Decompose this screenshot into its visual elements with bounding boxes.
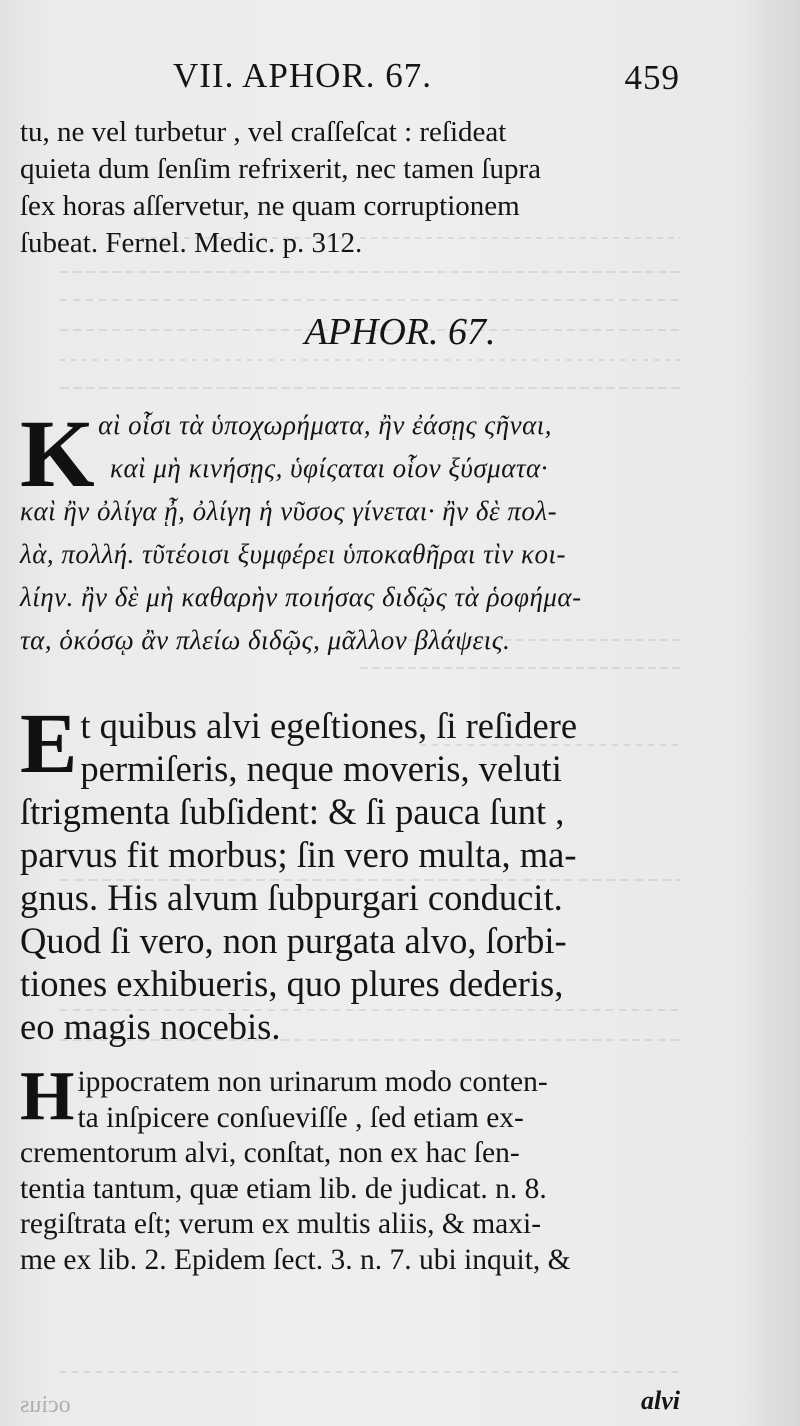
commentary-line: tentia tantum, quæ etiam lib. de judicat. n. 8. bbox=[20, 1172, 547, 1205]
latin-translation bbox=[20, 695, 680, 1052]
translation-line: ſtrigmenta ſubſident: & ſi pauca ſunt , bbox=[20, 791, 565, 832]
greek-line: λὰ, πολλή. τῦτέοισι ξυμφέρει ὑποκαθῆραι τὶν κοι- bbox=[20, 539, 566, 569]
translation-line: eo magis nocebis. bbox=[20, 1006, 281, 1047]
greek-line: καὶ μὴ κινήσῃς, ὑφίςαται οἷον ξύσματα· bbox=[110, 453, 548, 483]
commentary-line: ta inſpicere conſueviſſe , ſed etiam ex- bbox=[77, 1101, 524, 1134]
running-header bbox=[118, 52, 680, 108]
translation-line: parvus fit morbus; ſin vero multa, ma- bbox=[20, 834, 577, 875]
section-heading: VII. APHOR. 67. bbox=[173, 56, 433, 95]
text-line: ſubeat. Fernel. Medic. p. 312. bbox=[20, 227, 363, 259]
translation-line: t quibus alvi egeſtiones, ſi reſidere bbox=[80, 705, 578, 746]
translation-line: gnus. His alvum ſubpurgari conducit. bbox=[20, 877, 563, 918]
greek-drop-cap: K bbox=[20, 400, 96, 507]
commentary-line: regiſtrata eſt; verum ex multis aliis, & maxi- bbox=[20, 1208, 542, 1240]
bleed-through-text: ocius bbox=[20, 1392, 71, 1418]
commentary-line: me ex lib. 2. Epidem ſect. 3. n. 7. ubi inquit, & bbox=[20, 1243, 571, 1276]
greek-aphorism bbox=[20, 400, 680, 670]
text-line: tu, ne vel turbetur , vel craſſeſcat : reſideat bbox=[20, 116, 507, 148]
continued-paragraph bbox=[20, 118, 680, 266]
greek-line: λίην. ἢν δὲ μὴ καθαρὴν ποιήσας διδῷς τὰ ῥοφήμα- bbox=[20, 582, 582, 612]
commentary-line: ippocratem non urinarum modo conten- bbox=[77, 1066, 548, 1098]
commentary bbox=[20, 1058, 680, 1281]
translation-line: tiones exhibueris, quo plures dederis, bbox=[20, 963, 564, 1004]
text-line: quieta dum ſenſim refrixerit, nec tamen ſupra bbox=[20, 153, 541, 185]
translation-line: Quod ſi vero, non purgata alvo, ſorbi- bbox=[20, 920, 567, 961]
text-line: ſex horas aſſervetur, ne quam corruptionem bbox=[20, 190, 520, 222]
commentary-line: crementorum alvi, conſtat, non ex hac ſen- bbox=[20, 1137, 520, 1169]
translation-line: permiſeris, neque moveris, veluti bbox=[80, 748, 562, 789]
greek-line: αὶ οἷσι τὰ ὑποχωρήματα, ἢν ἐάσῃς ςῆναι, bbox=[98, 410, 553, 440]
page-number: 459 bbox=[624, 58, 680, 97]
latin-drop-cap: E bbox=[20, 695, 78, 791]
catchword: alvi bbox=[641, 1386, 680, 1415]
commentary-drop-cap: H bbox=[20, 1058, 75, 1135]
greek-line: καὶ ἢν ὀλίγα ᾖ, ὀλίγη ἡ νῦσος γίνεται· ἢν δὲ πολ- bbox=[20, 496, 558, 526]
aphorism-heading: APHOR. 67. bbox=[304, 311, 496, 353]
greek-line: τα, ὁκόσῳ ἂν πλείω διδῷς, μᾶλλον βλάψεις. bbox=[20, 625, 511, 655]
